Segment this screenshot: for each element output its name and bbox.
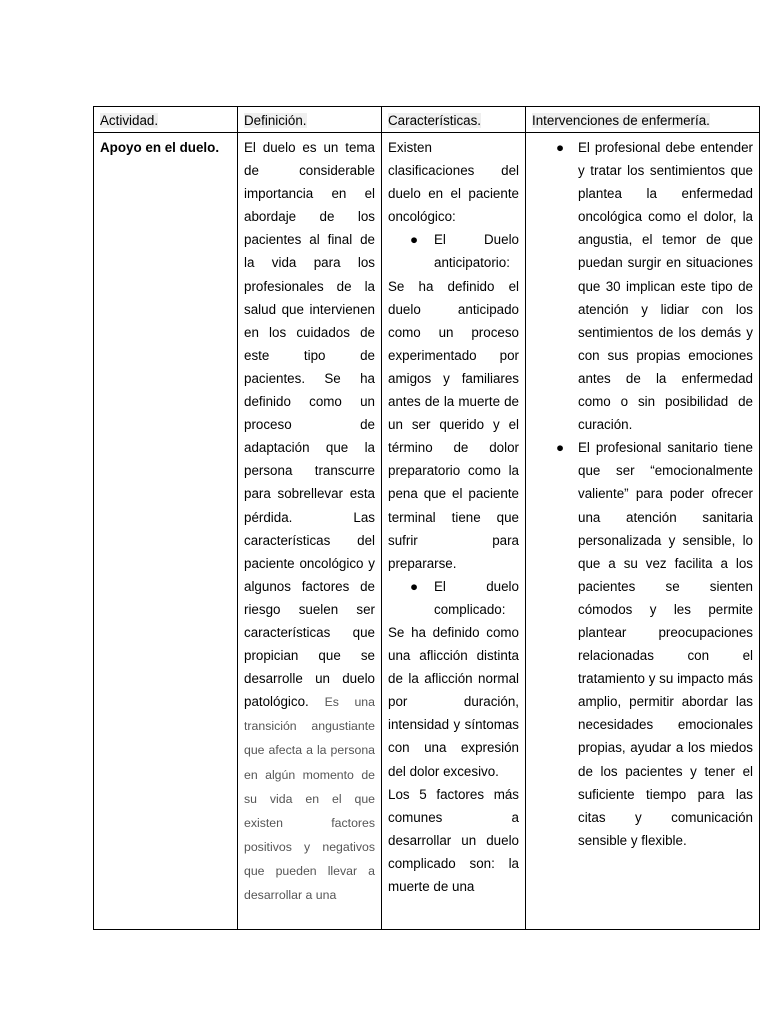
bullet-icon: ● [410, 578, 419, 594]
definicion-text [244, 136, 375, 907]
caracteristicas-para-1: Se ha definido el duelo anticipado como un proceso experimentado por amigos y familiares antes de la muerte de un ser querido y el término de dolor preparatorio como la pena que el paciente terminal tiene que sufrir para prepararse. [388, 278, 519, 571]
intervencion-1-text: El profesional debe entender y tratar los sentimientos que plantea la enfermedad oncológica como el dolor, la angustia, el temor de que puedan surgir en situaciones que 30 implican este tipo de atención y lidiar con los sentimientos de los demás y con sus propias emociones antes de la enfermedad como o sin posibilidad de curación. [578, 140, 753, 433]
intervencion-2-text: El profesional sanitario tiene que ser “emocionalmente valiente” para poder ofrecer una atención sanitaria personalizada y sensible, lo que a su vez facilita a los pacientes se sienten cómodos y les permite plantear preocupaciones relacionadas con el tratamiento y su impacto más amplio, permitir abordar las necesidades emocionales propias, ayudar a los miedos de los pacientes y tener el suficiente tiempo para las citas y comunicación sensible y flexible. [578, 440, 753, 848]
caracteristicas-bullet-1 [388, 228, 519, 274]
activity-table [93, 106, 760, 930]
caracteristicas-para-3: Los 5 factores más comunes a desarrollar un duelo complicado son: la muerte de una [388, 786, 519, 894]
cell-caracteristicas [382, 133, 526, 930]
header-definicion-text: Definición. [244, 113, 307, 128]
bullet-icon: ● [410, 232, 419, 248]
cell-definicion [238, 133, 382, 930]
bullet-icon: ● [556, 140, 565, 155]
caracteristicas-intro: Existen clasificaciones del duelo en el paciente oncológico: [388, 140, 519, 225]
table-header-row [94, 107, 760, 133]
definicion-gray: Es una transición angustiante que afecta a la persona en algún momento de su vida en el que existen factores positivos y negativos que pueden llevar a desarrollar a una [244, 695, 375, 902]
bullet-2-text: El duelo complicado: [434, 578, 519, 617]
header-caracteristicas-text: Características. [388, 113, 482, 128]
caracteristicas-para-2: Se ha definido como una aflicción distinta de la aflicción normal por duración, intensidad y síntomas con una expresión del dolor excesivo. [388, 624, 519, 779]
intervencion-bullet-2 [532, 436, 753, 852]
definicion-main: El duelo es un tema de considerable importancia en el abordaje de los pacientes al final de la vida para los profesionales de la salud que intervienen en los cuidados de este tipo de pacientes. Se ha definido como un proceso de adaptación que la persona transcurre para sobrellevar esta pérdida. Las características del paciente oncológico y algunos factores de riesgo suelen ser características que propician que se desarrolle un duelo patológico. [244, 140, 375, 710]
bullet-1-text: El Duelo anticipatorio: [434, 232, 519, 271]
header-caracteristicas [382, 107, 526, 133]
cell-intervenciones [526, 133, 760, 930]
header-intervenciones [526, 107, 760, 133]
table-row [94, 133, 760, 930]
actividad-name: Apoyo en el duelo. [100, 140, 220, 155]
caracteristicas-bullet-2 [388, 575, 519, 621]
cell-actividad [94, 133, 238, 930]
header-actividad-text: Actividad. [100, 113, 159, 128]
header-intervenciones-text: Intervenciones de enfermería. [532, 113, 710, 128]
header-definicion [238, 107, 382, 133]
header-actividad [94, 107, 238, 133]
intervencion-bullet-1 [532, 136, 753, 436]
bullet-icon: ● [556, 440, 565, 456]
